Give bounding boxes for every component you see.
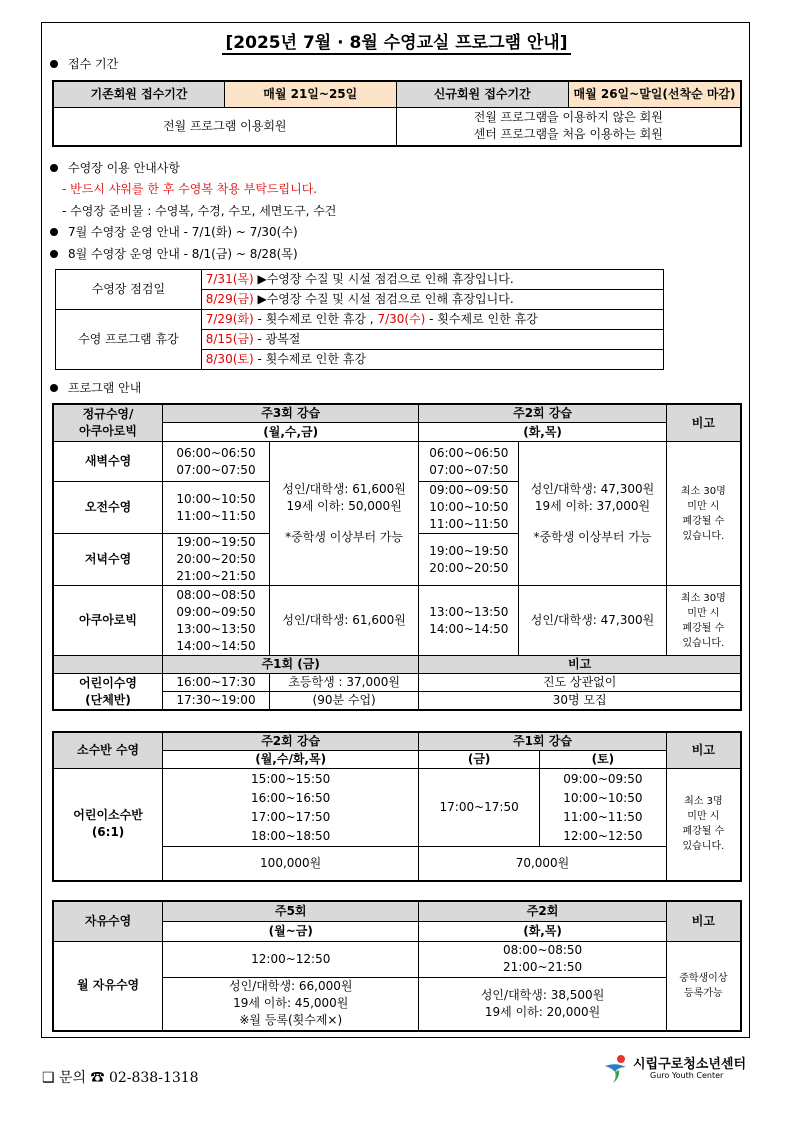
pool-note-shower: - 반드시 샤워를 한 후 수영복 착용 부탁드립니다. — [62, 182, 318, 196]
small-note: 최소 3명 미만 시 폐강될 수 있습니다. — [666, 769, 741, 881]
header-note: 비고 — [666, 404, 741, 442]
small-price-1x: 70,000원 — [419, 847, 667, 881]
free-2x-price: 성인/대학생: 38,500원 19세 이하: 20,000원 — [419, 977, 666, 1031]
header-3x-days: (월,수,금) — [163, 423, 419, 442]
august-schedule: 8월 수영장 운영 안내 - 8/1(금) ~ 8/28(목) — [50, 245, 298, 262]
free-header-2x-days: (화,목) — [419, 921, 666, 941]
small-class-table — [52, 731, 742, 882]
dawn-3x-times: 06:00~06:50 07:00~07:50 — [163, 442, 270, 482]
contact-info: ❑ 문의 ☎ 02-838-1318 — [42, 1070, 199, 1086]
free-header-note: 비고 — [666, 901, 741, 941]
header-note2: 비고 — [419, 656, 741, 674]
kids-note: 30명 모집 — [419, 692, 741, 711]
header-2x-days: (화,목) — [419, 423, 666, 442]
aqua-2x-times: 13:00~13:50 14:00~14:50 — [419, 586, 519, 656]
small-header-2x-days: (월,수/화,목) — [163, 751, 419, 769]
row-dawn: 새벽수영 — [53, 442, 163, 482]
morning-2x-times: 09:00~09:50 10:00~10:50 11:00~11:50 — [419, 482, 519, 534]
free-header-2x: 주2회 — [419, 901, 666, 921]
header-2x: 주2회 강습 — [419, 404, 666, 423]
new-period: 매월 26일~말일(선착순 마감) — [568, 81, 741, 107]
aqua-price-3x: 성인/대학생: 61,600원 — [269, 586, 418, 656]
aqua-price-2x: 성인/대학생: 47,300원 — [519, 586, 666, 656]
free-note: 중학생이상 등록가능 — [666, 941, 741, 1031]
row-evening: 저녁수영 — [53, 534, 163, 586]
small-header-2x: 주2회 강습 — [163, 732, 419, 751]
kids-time: 17:30~19:00 — [163, 692, 270, 711]
free-header-5x-days: (월~금) — [163, 921, 419, 941]
break-row: 7/29(화) - 횟수제로 인한 휴강 , 7/30(수) - 횟수제로 인한 휴강 — [201, 310, 663, 330]
break-label: 수영 프로그램 휴강 — [56, 310, 202, 370]
section-reception: 접수 기간 — [50, 55, 118, 72]
kids-duration: (90분 수업) — [269, 692, 418, 711]
kids-note: 진도 상관없이 — [419, 674, 741, 692]
small-header-sat: (토) — [540, 751, 667, 769]
small-header-1x: 주1회 강습 — [419, 732, 667, 751]
kids-price: 초등학생 : 37,000원 — [269, 674, 418, 692]
small-sat-times: 09:00~09:50 10:00~10:50 11:00~11:50 12:00~12:50 — [540, 769, 667, 847]
july-schedule: 7월 수영장 운영 안내 - 7/1(화) ~ 7/30(수) — [50, 223, 298, 240]
inspection-label: 수영장 점검일 — [56, 270, 202, 310]
header-1x: 주1회 (금) — [163, 656, 419, 674]
note-min30: 최소 30명 미만 시 폐강될 수 있습니다. — [666, 442, 741, 586]
reception-table — [52, 80, 742, 147]
aqua-3x-times: 08:00~08:50 09:00~09:50 13:00~13:50 14:00~14:50 — [163, 586, 270, 656]
small-header-note: 비고 — [666, 732, 741, 769]
closure-table — [55, 269, 664, 370]
page-title: [2025년 7월 · 8월 수영교실 프로그램 안내] — [0, 28, 793, 53]
program-table — [52, 403, 742, 711]
logo-english: Guro Youth Center — [650, 1071, 724, 1080]
row-kids: 어린이수영 (단체반) — [53, 674, 163, 711]
existing-period: 매월 21일~25일 — [224, 81, 396, 107]
evening-3x-times: 19:00~19:50 20:00~20:50 21:00~21:50 — [163, 534, 270, 586]
inspection-row: 7/31(목) ▶수영장 수질 및 시설 점검으로 인해 휴장입니다. — [201, 270, 663, 290]
free-swim-table — [52, 900, 742, 1032]
inspection-row: 8/29(금) ▶수영장 수질 및 시설 점검으로 인해 휴장입니다. — [201, 290, 663, 310]
existing-label: 기존회원 접수기간 — [53, 81, 224, 107]
free-2x-times: 08:00~08:50 21:00~21:50 — [419, 941, 666, 977]
free-name: 월 자유수영 — [53, 941, 163, 1031]
small-price-2x: 100,000원 — [163, 847, 419, 881]
free-header-5x: 주5회 — [163, 901, 419, 921]
dawn-2x-times: 06:00~06:50 07:00~07:50 — [419, 442, 519, 482]
evening-2x-times: 19:00~19:50 20:00~20:50 — [419, 534, 519, 586]
pool-note-items: - 수영장 준비물 : 수영복, 수경, 수모, 세면도구, 수건 — [62, 204, 337, 218]
header-regular: 정규수영/ 아쿠아로빅 — [53, 404, 163, 442]
existing-desc: 전월 프로그램 이용회원 — [53, 107, 396, 146]
price-3x: 성인/대학생: 61,600원 19세 이하: 50,000원 *중학생 이상부터 가능 — [269, 442, 418, 586]
price-2x: 성인/대학생: 47,300원 19세 이하: 37,000원 *중학생 이상부터 가능 — [519, 442, 666, 586]
center-logo — [602, 1053, 762, 1085]
break-row: 8/30(토) - 횟수제로 인한 휴강 — [201, 350, 663, 370]
logo-mark-icon — [602, 1054, 630, 1084]
section-program: 프로그램 안내 — [50, 379, 141, 396]
logo-name: 시립구로청소년센터 — [633, 1057, 747, 1072]
small-class-name: 어린이소수반 (6:1) — [53, 769, 163, 881]
new-label: 신규회원 접수기간 — [396, 81, 568, 107]
header-3x: 주3회 강습 — [163, 404, 419, 423]
row-morning: 오전수영 — [53, 482, 163, 534]
free-5x-time: 12:00~12:50 — [163, 941, 419, 977]
new-desc: 전월 프로그램을 이용하지 않은 회원 센터 프로그램을 처음 이용하는 회원 — [396, 107, 741, 146]
small-class-label: 소수반 수영 — [53, 732, 163, 769]
kids-time: 16:00~17:30 — [163, 674, 270, 692]
small-2x-times: 15:00~15:50 16:00~16:50 17:00~17:50 18:00~18:50 — [163, 769, 419, 847]
break-row: 8/15(금) - 광복절 — [201, 330, 663, 350]
aqua-note: 최소 30명 미만 시 폐강될 수 있습니다. — [666, 586, 741, 656]
section-pool-info: 수영장 이용 안내사항 — [50, 159, 180, 176]
row-aqua: 아쿠아로빅 — [53, 586, 163, 656]
free-5x-price: 성인/대학생: 66,000원 19세 이하: 45,000원 ※월 등록(횟수제×) — [163, 977, 419, 1031]
morning-3x-times: 10:00~10:50 11:00~11:50 — [163, 482, 270, 534]
kids-header-blank — [53, 656, 163, 674]
small-header-fri: (금) — [419, 751, 540, 769]
free-label: 자유수영 — [53, 901, 163, 941]
small-fri-time: 17:00~17:50 — [419, 769, 540, 847]
